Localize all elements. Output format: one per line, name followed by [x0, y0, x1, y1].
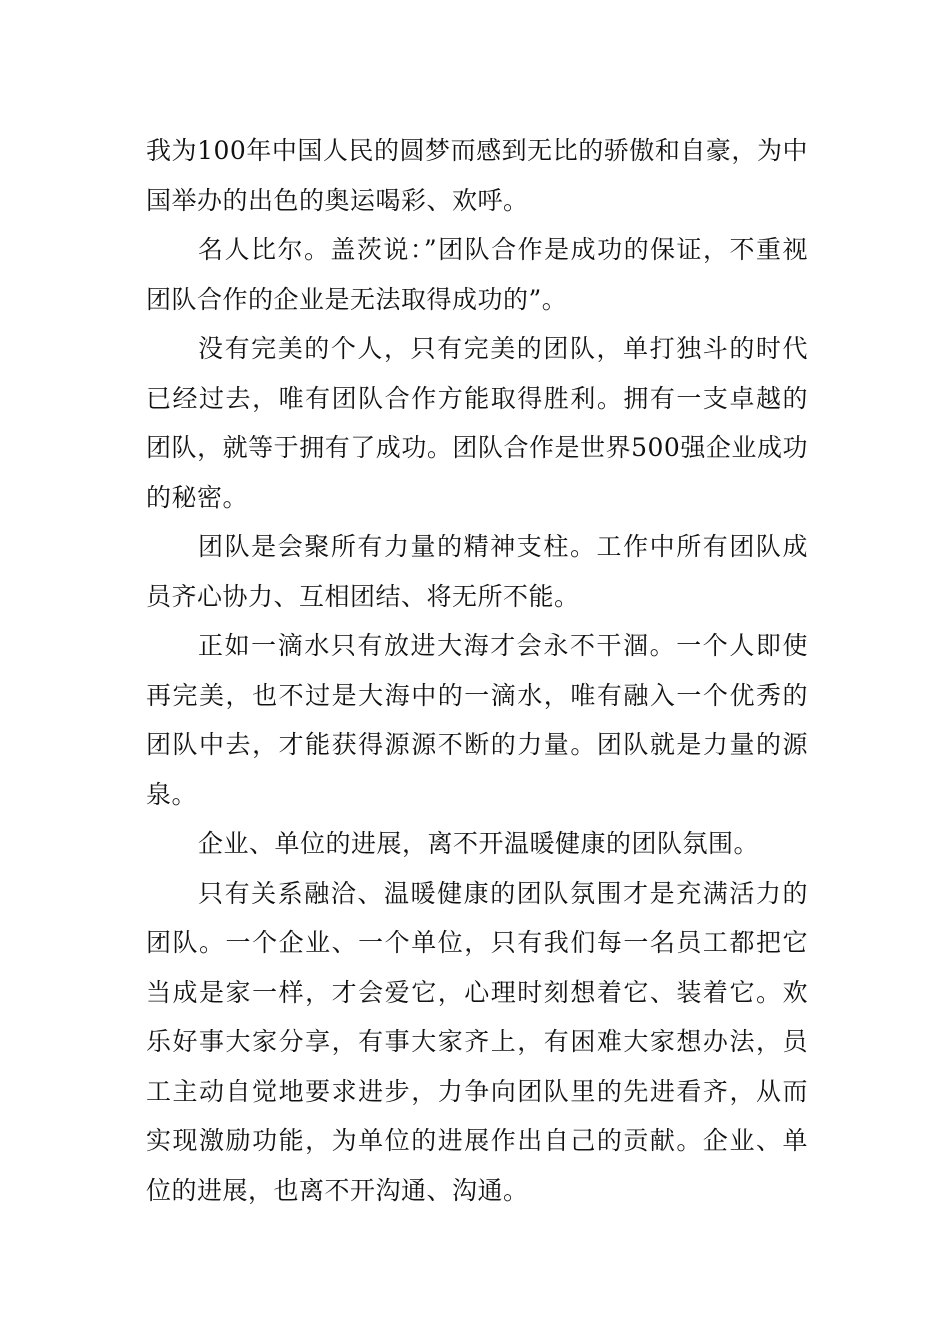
paragraph-5: 正如一滴水只有放进大海才会永不干涸。一个人即使再完美，也不过是大海中的一滴水，唯有融入一个优秀的团队中去，才能获得源源不断的力量。团队就是力量的源泉。 — [146, 631, 808, 809]
body-text — [146, 126, 808, 1215]
paragraph-2: 名人比尔。盖茨说：”团队合作是成功的保证，不重视团队合作的企业是无法取得成功的”。 — [146, 235, 808, 314]
paragraph-7: 只有关系融洽、温暖健康的团队氛围才是充满活力的团队。一个企业、一个单位，只有我们每一名员工都把它当成是家一样，才会爱它，心理时刻想着它、装着它。欢乐好事大家分享，有事大家齐上，有困难大家想办法，员工主动自觉地要求进步，力争向团队里的先进看齐，从而实现激励功能，为单位的进展作出自己的贡献。企业、单位的进展，也离不开沟通、沟通。 — [146, 878, 808, 1205]
paragraph-4: 团队是会聚所有力量的精神支柱。工作中所有团队成员齐心协力、互相团结、将无所不能。 — [146, 532, 808, 611]
paragraph-3: 没有完美的个人，只有完美的团队，单打独斗的时代已经过去，唯有团队合作方能取得胜利。拥有一支卓越的团队，就等于拥有了成功。团队合作是世界500强企业成功的秘密。 — [146, 334, 808, 512]
paragraph-6: 企业、单位的进展，离不开温暖健康的团队氛围。 — [198, 829, 760, 858]
paragraph-1: 我为100年中国人民的圆梦而感到无比的骄傲和自豪，为中国举办的出色的奥运喝彩、欢呼。 — [146, 136, 808, 215]
